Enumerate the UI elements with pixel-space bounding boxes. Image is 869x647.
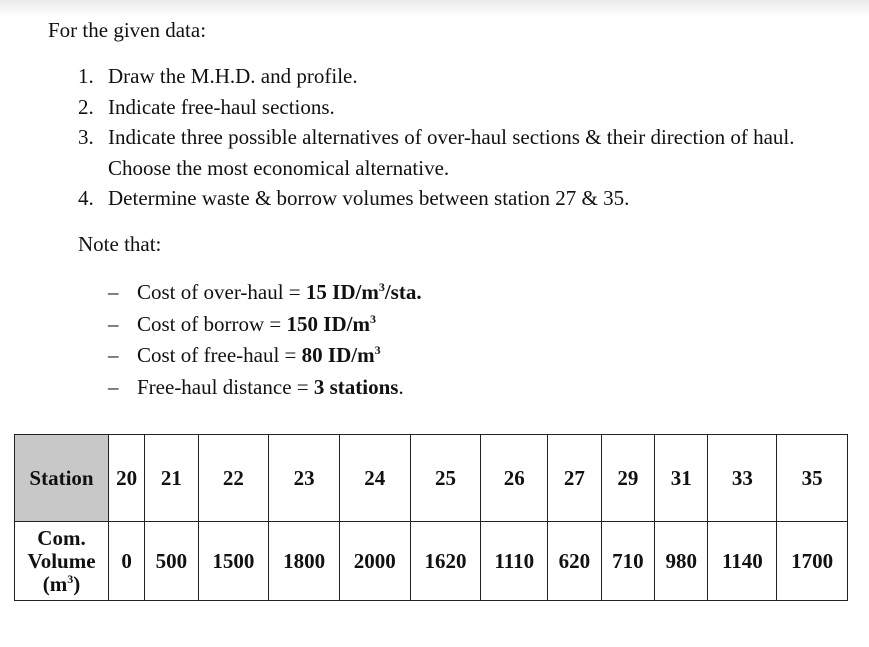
note-superscript: 3 (378, 280, 385, 294)
volume-cell: 620 (548, 522, 601, 601)
task-number: 3. (78, 125, 94, 149)
top-shade (0, 0, 869, 16)
station-cell: 25 (410, 435, 481, 522)
note-value: 80 ID/m (301, 343, 375, 367)
note-label: Cost of borrow = (137, 311, 287, 336)
note-superscript: 3 (374, 343, 381, 357)
unit-prefix: (m (42, 571, 68, 596)
note-superscript: 3 (369, 311, 376, 326)
unit-suffix: ) (73, 571, 81, 596)
volume-cell: 1500 (198, 522, 269, 601)
note-item (108, 372, 422, 404)
task-item (78, 183, 838, 214)
station-cell: 27 (548, 435, 601, 522)
volume-cell: 1620 (410, 522, 481, 601)
volume-cell: 0 (109, 522, 145, 601)
note-item (108, 340, 422, 372)
task-list (78, 61, 838, 214)
station-cell: 31 (655, 435, 708, 522)
task-item (78, 61, 838, 92)
note-title: Note that: (78, 232, 162, 256)
task-text: Draw the M.H.D. and profile. (108, 64, 358, 88)
dash-bullet: – (108, 280, 119, 304)
intro-text: For the given data: (48, 18, 207, 42)
volume-header-line3 (15, 573, 108, 596)
task-number: 1. (78, 64, 94, 88)
volume-header-cell (15, 522, 109, 601)
unit-superscript: 3 (67, 571, 74, 586)
station-cell: 22 (198, 435, 269, 522)
note-label: Free-haul distance = (137, 374, 314, 399)
station-header-cell: Station (15, 435, 109, 522)
note-item (108, 309, 422, 341)
note-suffix: /sta. (384, 280, 422, 304)
volume-row (15, 522, 848, 601)
dash-bullet: – (108, 311, 119, 336)
task-item (78, 122, 838, 183)
station-row (15, 435, 848, 522)
task-text: Indicate three possible alternatives of over-haul sections & their direction of haul. Choose the most economical alternative. (108, 125, 795, 180)
note-value: 3 stations (313, 374, 399, 399)
station-cell: 24 (339, 435, 410, 522)
volume-cell: 1110 (481, 522, 548, 601)
station-volume-table (14, 434, 848, 601)
task-number: 2. (78, 94, 94, 119)
volume-header-line1: Com. (37, 525, 86, 550)
task-number: 4. (78, 186, 94, 210)
task-item (78, 92, 838, 123)
note-label: Cost of free-haul = (137, 343, 302, 367)
task-text: Indicate free-haul sections. (108, 94, 335, 119)
note-label: Cost of over-haul = (137, 280, 306, 304)
note-list (108, 277, 422, 403)
note-value: 15 ID/m (305, 280, 379, 304)
note-tail: . (398, 374, 404, 399)
station-cell: 20 (109, 435, 145, 522)
station-cell: 26 (481, 435, 548, 522)
volume-cell: 2000 (339, 522, 410, 601)
dash-bullet: – (108, 374, 119, 399)
volume-cell: 1700 (777, 522, 848, 601)
note-item (108, 277, 422, 309)
volume-cell: 500 (145, 522, 198, 601)
station-cell: 21 (145, 435, 198, 522)
volume-header-line2: Volume (27, 548, 96, 573)
dash-bullet: – (108, 343, 119, 367)
volume-cell: 1140 (708, 522, 777, 601)
station-cell: 23 (269, 435, 340, 522)
volume-cell: 980 (655, 522, 708, 601)
station-cell: 35 (777, 435, 848, 522)
volume-cell: 710 (601, 522, 654, 601)
note-value: 150 ID/m (286, 311, 370, 336)
task-text: Determine waste & borrow volumes between station 27 & 35. (108, 186, 630, 210)
volume-cell: 1800 (269, 522, 340, 601)
station-cell: 29 (601, 435, 654, 522)
station-cell: 33 (708, 435, 777, 522)
